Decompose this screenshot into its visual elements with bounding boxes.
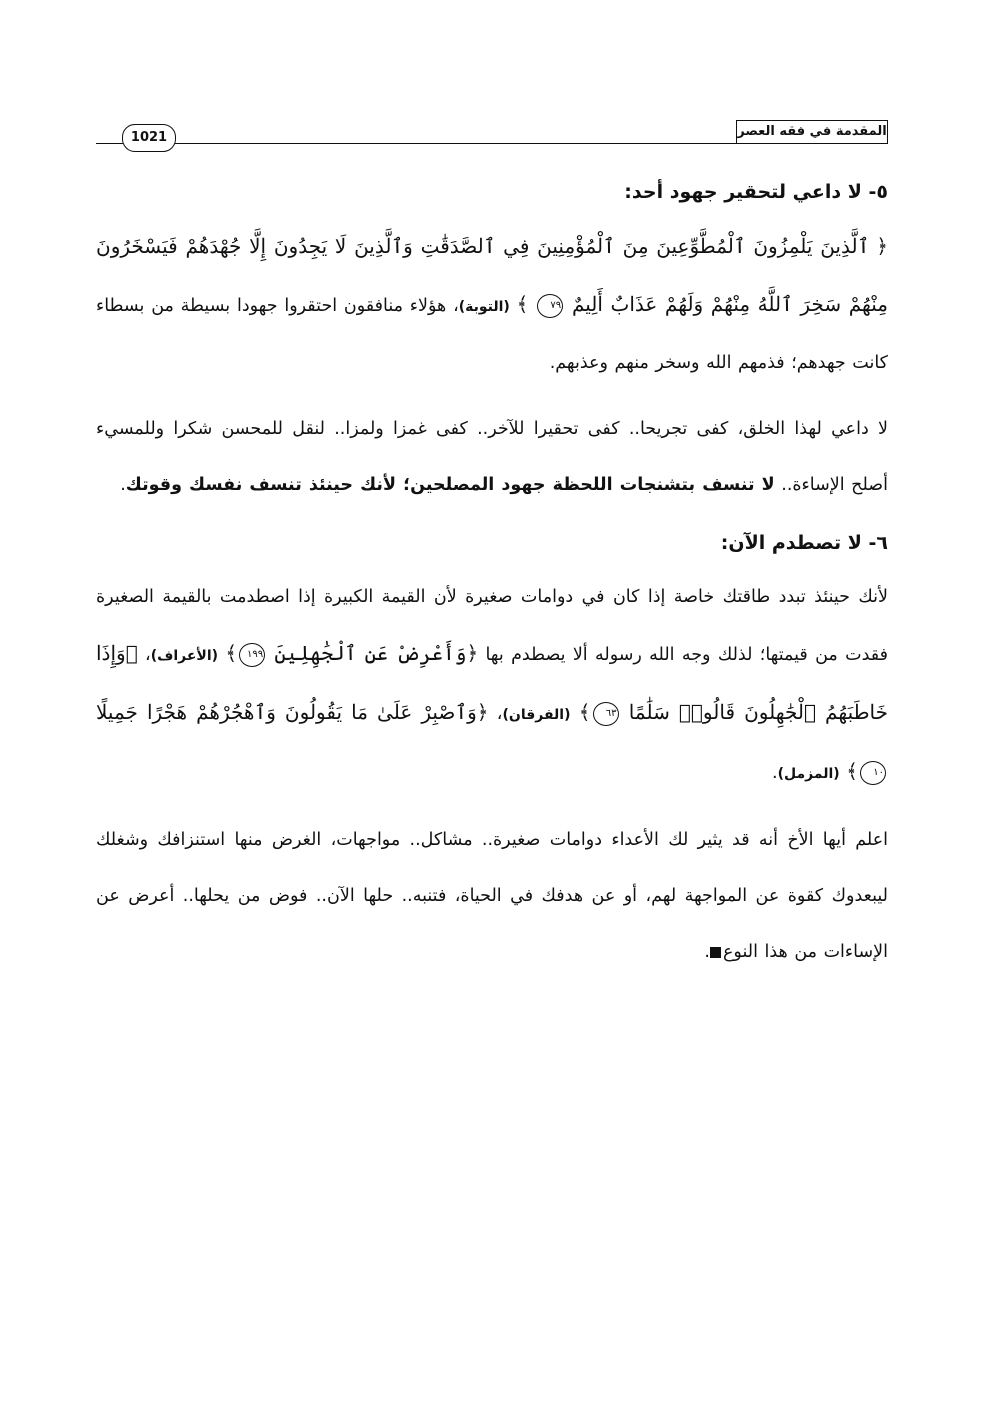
- page-body: [96, 172, 888, 990]
- surah-reference: (المزمل): [777, 766, 840, 782]
- book-title: المقدمة في فقه العصر: [736, 120, 888, 144]
- section-5-heading: ٥- لا داعي لتحقير جهود أحد:: [624, 181, 888, 203]
- paragraph-end: .: [120, 475, 126, 495]
- section-6-paragraph-1: [96, 569, 888, 802]
- quran-verse-muzzammil: وَٱصْبِرْ عَلَىٰ مَا يَقُولُونَ وَٱهْجُرْهُمْ هَجْرًا جَمِيلًا: [96, 700, 477, 724]
- separator: ،: [488, 704, 503, 724]
- quote-close-bracket: ﴾: [225, 641, 238, 665]
- separator: ،: [137, 645, 151, 665]
- ayah-number-badge: ٦٣: [593, 702, 619, 726]
- quote-close-bracket: ﴾: [846, 759, 858, 783]
- surah-reference: (الأعراف): [150, 648, 219, 664]
- quote-close-bracket: ﴾: [516, 292, 529, 316]
- surah-reference: (التوبة): [458, 299, 510, 315]
- section-6-heading: ٦- لا تصطدم الآن:: [720, 532, 888, 554]
- quote-open-bracket: ﴿: [876, 234, 888, 258]
- paragraph-text: لا داعي لهذا الخلق، كفى تجريحا.. كفى تحقيرا للآخر.. كفى غمزا ولمزا.. لنقل للمحسن شكرا وللمسيء أصلح الإساءة..: [96, 419, 888, 495]
- paragraph-text: لأنك حينئذ تبدد طاقتك خاصة إذا كان في دوامات صغيرة لأن القيمة الكبيرة إذا اصطدمت بالقيمة الصغيرة فقدت من قيمتها؛ لذلك وجه الله رسوله ألا يصطدم بها: [96, 587, 888, 665]
- quran-verse-tawbah: ٱلَّذِينَ يَلْمِزُونَ ٱلْمُطَّوِّعِينَ مِنَ ٱلْمُؤْمِنِينَ فِي ٱلصَّدَقَٰتِ وَٱلَّذِينَ لَا يَجِدُونَ إِلَّا جُهْدَهُمْ فَيَسْخَرُونَ مِنْهُمْ سَخِرَ ٱللَّهُ مِنْهُمْ وَلَهُمْ عَذَابٌ أَلِيمٌ: [96, 234, 888, 316]
- section-6-paragraph-2: اعلم أيها الأخ أنه قد يثير لك الأعداء دوامات صغيرة.. مشاكل.. مواجهات، الغرض منها استنزافك وشغلك ليبعدوك كقوة عن المواجهة لهم، أو عن هدفك في الحياة، فتنبه.. حلها الآن.. فوض من يحلها.. أعرض عن الإساءات من هذا النوع.: [96, 830, 888, 962]
- surah-reference: (الفرقان): [502, 707, 571, 723]
- ayah-number-badge: ١٠: [860, 761, 886, 785]
- emphasized-text: لا تنسف بتشنجات اللحظة جهود المصلحين؛ لأنك حينئذ تنسف نفسك وقوتك: [125, 475, 775, 495]
- verse-commentary: ، هؤلاء منافقون احتقروا جهودا بسيطة من بسطاء كانت جهدهم؛ فذمهم الله وسخر منهم وعذبهم.: [96, 296, 888, 373]
- section-5-paragraph-1: [96, 218, 888, 391]
- quran-verse-furqan: وَإِذَا خَاطَبَهُمُ ٱلْجَٰهِلُونَ قَالُوا۟ سَلَٰمًا: [96, 641, 888, 724]
- quran-verse-araf: وَأَعْرِضْ عَنِ ٱلْجَٰهِلِينَ: [274, 641, 467, 665]
- header-rule: [96, 143, 736, 144]
- quote-open-bracket: ﴿: [125, 641, 138, 665]
- quote-open-bracket: ﴿: [476, 700, 489, 724]
- paragraph-end: .: [772, 763, 778, 783]
- paragraph-text: اعلم أيها الأخ أنه قد يثير لك الأعداء دوامات صغيرة.. مشاكل.. مواجهات، الغرض منها استنزافك وشغلك ليبعدوك كقوة عن المواجهة لهم، أو عن هدفك في الحياة، فتنبه.. حلها الآن.. فوض من يحلها.. أعرض عن الإساءات من هذا النوع: [96, 830, 888, 962]
- quote-close-bracket: ﴾: [578, 700, 591, 724]
- end-of-article-square-icon: [710, 947, 721, 958]
- section-5-paragraph-2: [96, 401, 888, 513]
- running-header: [96, 118, 888, 146]
- page-number: 1021: [122, 124, 176, 152]
- quote-open-bracket: ﴿: [466, 641, 479, 665]
- ayah-number-badge: ١٩٩: [239, 643, 265, 667]
- ayah-number-badge: ٧٩: [537, 294, 563, 318]
